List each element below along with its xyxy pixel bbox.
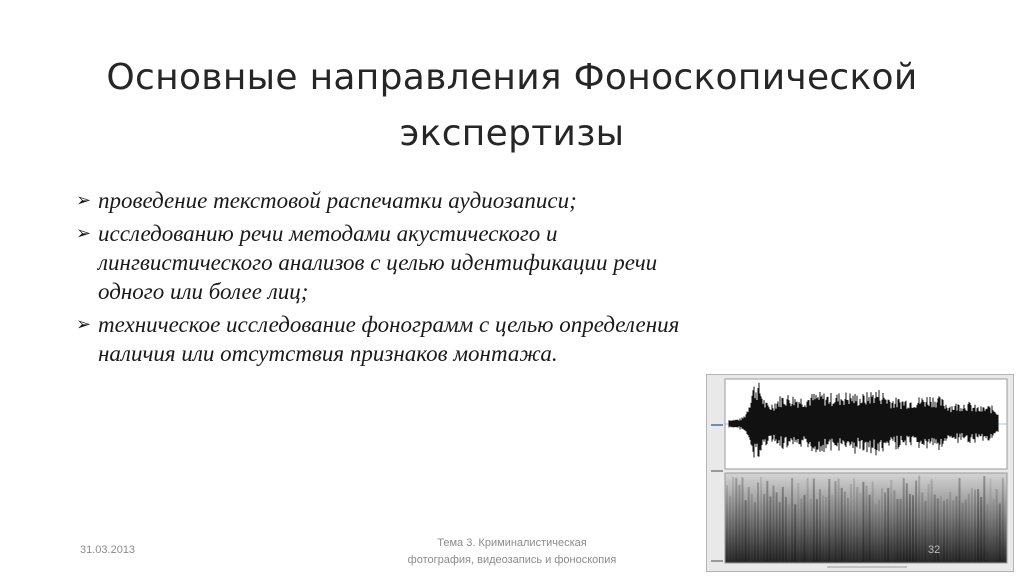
slide-title-line-2: экспертизы [399,113,625,155]
waveform-spectrogram-graphic [707,375,1013,571]
footer-date: 31.03.2013 [80,544,136,556]
waveform-spectrogram-image [706,374,1014,572]
arrow-bullet-icon: ➢ [76,314,92,335]
bullet-text: исследованию речи методами акустического и лингвистического анализов с целью идентификации речи одного или более лиц; [98,221,658,304]
page-number: 32 [928,544,941,556]
arrow-bullet-icon: ➢ [76,223,92,244]
footer-topic-line-1: Тема 3. Криминалистическая [437,537,587,549]
bullet-item [76,186,716,215]
slide-title-line-1: Основные направления Фоноскопической [106,57,918,99]
bullet-text: проведение текстовой распечатки аудиозаписи; [98,188,577,213]
bullet-item [76,310,716,368]
bullet-item [76,219,716,306]
bullet-text: техническое исследование фонограмм с целью определения наличия или отсутствия признаков монтажа. [98,312,680,366]
arrow-bullet-icon: ➢ [76,190,92,211]
bullet-list [76,186,716,372]
slide-title [60,50,964,162]
footer-topic [392,535,632,569]
footer-topic-line-2: фотография, видеозапись и фоноскопия [407,554,617,566]
